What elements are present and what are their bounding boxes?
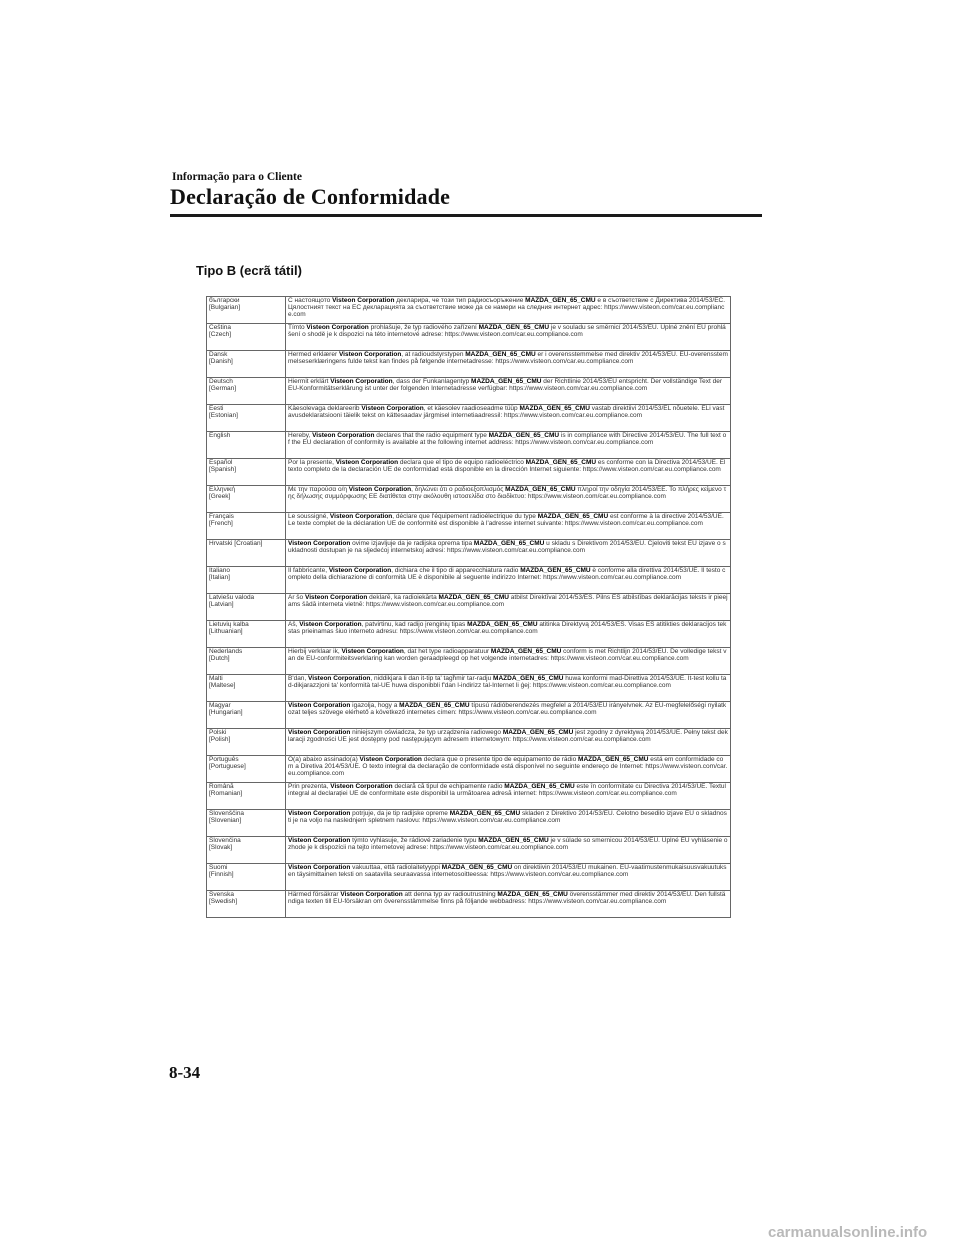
declaration-intro: B'dan, [288,675,309,682]
declaration-cell [286,621,731,648]
language-cell: Čeština [Czech] [207,324,286,351]
company-name: Visteon Corporation [329,513,393,520]
declaration-text: , dat het type radioapparatuur [403,648,491,655]
declaration-text: es conforme con la Directiva 2014/53/UE. El texto completo de la declaración UE de conformidad está disponible en la dirección Internet siguiente: https://www.visteon.com/car.eu.compliance.com [288,459,726,474]
company-name: Visteon Corporation [312,432,375,439]
company-name: Visteon Corporation [288,864,351,871]
table-row [207,459,731,486]
language-cell: Suomi [Finnish] [207,864,286,891]
model-name: MAZDA_GEN_65_CMU [399,702,470,709]
company-name: Visteon Corporation [330,783,393,790]
company-name: Visteon Corporation [288,837,351,844]
table-row [207,702,731,729]
declaration-text: deklarē, ka radioiekārta [367,594,439,601]
declaration-text: , dichiara che il tipo di apparecchiatura radio [391,567,521,574]
table-row [207,621,731,648]
model-name: MAZDA_GEN_65_CMU [438,594,509,601]
declaration-text: att denna typ av radioutrustning [402,891,498,898]
model-name: MAZDA_GEN_65_CMU [578,756,649,763]
declaration-text: , at radioudstyrstypen [401,351,466,358]
language-cell: български [Bulgarian] [207,297,286,324]
company-name: Visteon Corporation [340,891,403,898]
table-row [207,783,731,810]
declaration-text: er i overensstemmelse med direktiv 2014/53/EU. EU-overensstemmelseserklæringens fulde tekst kan findes på følgende internetadresse: https://www.visteon.com/car.eu.compliance.com [288,351,728,366]
model-name: MAZDA_GEN_65_CMU [490,648,562,655]
table-row [207,864,731,891]
declaration-text: è conforme alla direttiva 2014/53/UE. Il testo completo della dichiarazione di conformità UE è disponibile al seguente indirizzo Internet: https://www.visteon.com/car.eu.compliance.com [288,567,726,582]
company-name: Visteon Corporation [341,648,404,655]
declaration-text: , déclare que l'équipement radioélectrique du type [392,513,538,520]
declaration-text: atitinka Direktyvą 2014/53/ES. Visas ES atitikties deklaracijos tekstas prieinamas šiuo interneto adresu: https://www.visteon.com/car.eu.compliance.com [288,621,727,636]
watermark[interactable]: carmanualsonline.info [768,1224,928,1241]
declaration-cell [286,864,731,891]
declaration-text: huwa konformi mad-Direttiva 2014/53/UE. It-test kollu tad-dikjarazzjoni ta' konformità tal-UE huwa disponibbli f'dan l-indirizz tal-Internet li ġej: https://www.visteon.com/car.eu.compliance.com [288,675,727,690]
declaration-cell [286,702,731,729]
language-cell: Slovenščina [Slovenian] [207,810,286,837]
table-row [207,729,731,756]
model-name: MAZDA_GEN_65_CMU [505,486,576,493]
company-name: Visteon Corporation [332,297,395,304]
company-name: Visteon Corporation [288,729,351,736]
table-row [207,432,731,459]
declaration-intro: Il fabbricante, [288,567,329,574]
model-name: MAZDA_GEN_65_CMU [478,837,549,844]
language-cell: Polski [Polish] [207,729,286,756]
declaration-text: skladen z Direktivo 2014/53/EU. Celotno besedilo izjave EU o skladnosti je na voljo na naslednjem spletnem naslovu: https://www.visteon.com/car.eu.compliance.com [288,810,727,825]
language-cell: Español [Spanish] [207,459,286,486]
declaration-intro: Härmed försäkrar [288,891,341,898]
company-name: Visteon Corporation [328,567,392,574]
declaration-cell [286,486,731,513]
declaration-text: je v souladu se směrnicí 2014/53/EU. Úplné znění EU prohlášení o shodě je k dispozici na této internetové adrese: https://www.visteon.com/car.eu.compliance.com [288,324,726,339]
declaration-intro: Le soussigné, [288,513,330,520]
company-name: Visteon Corporation [361,405,424,412]
model-name: MAZDA_GEN_65_CMU [488,432,560,439]
declaration-intro: Ar šo [288,594,305,601]
model-name: MAZDA_GEN_65_CMU [525,297,596,304]
table-row [207,540,731,567]
model-name: MAZDA_GEN_65_CMU [537,513,609,520]
language-cell: Malti [Maltese] [207,675,286,702]
declaration-text: декларира, че този тип радиосъоръжение [394,297,526,304]
model-name: MAZDA_GEN_65_CMU [493,675,564,682]
table-row [207,756,731,783]
declaration-cell [286,459,731,486]
company-name: Visteon Corporation [288,810,351,817]
declaration-text: potrjuje, da je tip radijske opreme [350,810,450,817]
table-row [207,675,731,702]
declaration-cell [286,594,731,621]
declaration-text: este în conformitate cu Directiva 2014/53/UE. Textul integral al declarației UE de conformitate este disponibil la următoarea adresă internet: https://www.visteon.com/car.eu.compliance.com [288,783,726,798]
company-name: Visteon Corporation [306,324,369,331]
company-name: Visteon Corporation [308,675,371,682]
declaration-cell [286,729,731,756]
table-row [207,837,731,864]
model-name: MAZDA_GEN_65_CMU [504,783,575,790]
language-cell: Română [Romanian] [207,783,286,810]
declaration-cell [286,837,731,864]
table-row [207,594,731,621]
language-cell: Português [Portuguese] [207,756,286,783]
declaration-text: , patvirtinu, kad radijo įrenginių tipas [361,621,468,628]
declaration-text: je v súlade so smernicou 2014/53/EÚ. Úplné EÚ vyhlásenie o zhode je k dispozícii na tejto internetovej adrese: https://www.visteon.com/car.eu.compliance.com [288,837,728,852]
company-name: Visteon Corporation [348,486,412,493]
declaration-intro: Hierbij verklaar ik, [288,648,342,655]
declaration-text: declara que o presente tipo de equipamento de rádio [421,756,579,763]
declaration-cell [286,891,731,918]
model-name: MAZDA_GEN_65_CMU [467,621,538,628]
declaration-text: överensstämmer med direktiv 2014/53/EU. Den fullständiga texten till EU-försäkran om överensstämmelse finns på följande webbadress: https://www.visteon.com/car.eu.compliance.com [288,891,726,906]
declaration-intro: Με την παρούσα ο/η [288,486,349,493]
declaration-intro: Hiermit erklärt [288,378,331,385]
declaration-text: πληροί την οδηγία 2014/53/ΕΕ. Το πλήρες κείμενο της δήλωσης συμμόρφωσης ΕΕ διατίθεται στην ακόλουθη ιστοσελίδα στο διαδίκτυο: https://www.visteon.com/car.eu.compliance.com [288,486,727,501]
declaration-cell [286,432,731,459]
language-cell: Hrvatski [Croatian] [207,540,286,567]
declaration-cell [286,783,731,810]
model-name: MAZDA_GEN_65_CMU [502,729,574,736]
language-cell: Svenska [Swedish] [207,891,286,918]
table-subtitle: Tipo B (ecrã tátil) [196,263,302,278]
table-row [207,486,731,513]
declaration-text: vakuuttaa, että radiolaitetyyppi [350,864,442,871]
declarations-body [207,297,731,918]
table-row [207,567,731,594]
declaration-text: vastab direktiivi 2014/53/EL nõuetele. ELi vastavusdeklaratsiooni täielik tekst on kättesaadav järgmisel internetiaadressil: https://www.visteon.com/car.eu.compliance.com [288,405,725,420]
declaration-cell [286,378,731,405]
language-cell: Nederlands [Dutch] [207,648,286,675]
language-cell: Latviešu valoda [Latvian] [207,594,286,621]
language-cell: Lietuvių kalba [Lithuanian] [207,621,286,648]
declaration-text: , δηλώνει ότι ο ραδιοεξοπλισμός [411,486,506,493]
declaration-text: , dass der Funkanlagentyp [392,378,472,385]
declaration-cell [286,351,731,378]
declaration-text: , et käesolev raadioseadme tüüp [423,405,520,412]
declaration-intro: Aš, [288,621,300,628]
company-name: Visteon Corporation [299,621,362,628]
declaration-text: týmto vyhlasuje, že rádiové zariadenie typu [350,837,479,844]
declaration-cell [286,675,731,702]
declaration-intro: Por la presente, [288,459,336,466]
model-name: MAZDA_GEN_65_CMU [478,324,550,331]
language-cell: Magyar [Hungarian] [207,702,286,729]
model-name: MAZDA_GEN_65_CMU [441,864,513,871]
table-row [207,648,731,675]
declaration-cell [286,513,731,540]
company-name: Visteon Corporation [338,351,402,358]
language-cell: Slovenčina [Slovak] [207,837,286,864]
model-name: MAZDA_GEN_65_CMU [449,810,521,817]
model-name: MAZDA_GEN_65_CMU [497,891,568,898]
declaration-intro: С настоящото [288,297,333,304]
model-name: MAZDA_GEN_65_CMU [471,378,542,385]
language-cell: Italiano [Italian] [207,567,286,594]
table-row [207,324,731,351]
declaration-text: atbilst Direktīvai 2014/53/ES. Pilns ES atbilstības deklarācijas teksts ir pieejams šādā interneta vietnē: https://www.visteon.com/car.eu.compliance.com [288,594,728,609]
declaration-text: u skladu s Direktivom 2014/53/EU. Cjeloviti tekst EU izjave o sukladnosti dostupan je na sljedećoj internetskoj adresi: https://www.visteon.com/car.eu.compliance.com [288,540,726,555]
table-row [207,513,731,540]
declaration-intro: Hereby, [288,432,313,439]
declaration-text: prohlašuje, že typ radiového zařízení [368,324,479,331]
declaration-cell [286,405,731,432]
declaration-text: ovime izjavljuje da je radijska oprema tipa [350,540,474,547]
declaration-text: declares that the radio equipment type [374,432,489,439]
company-name: Visteon Corporation [304,594,368,601]
declaration-cell [286,567,731,594]
declaration-text: está em conformidade com a Diretiva 2014/53/UE. O texto integral da declaração de conformidade está disponível no seguinte endereço de Internet: https://www.visteon.com/car.eu.compliance.com [288,756,728,778]
declaration-cell [286,648,731,675]
declaration-cell [286,297,731,324]
declaration-text: der Richtlinie 2014/53/EU entspricht. Der vollständige Text der EU-Konformitätserklärung ist unter der folgenden Internetadresse verfügbar: https://www.visteon.com/car.eu.compliance.com [288,378,723,393]
declaration-text: niniejszym oświadcza, że typ urządzenia radiowego [350,729,503,736]
declaration-cell [286,810,731,837]
table-row [207,351,731,378]
declaration-text: declara que el tipo de equipo radioeléctrico [398,459,526,466]
language-cell: Dansk [Danish] [207,351,286,378]
table-row [207,297,731,324]
section-label: Informação para o Cliente [172,171,302,183]
declaration-text: е в съответствие с Директива 2014/53/ЕС. Цялостният текст на ЕС декларацията за съответствие може да се намери на следния интернет адрес: https://www.visteon.com/car.eu.compliance.com [288,297,726,319]
model-name: MAZDA_GEN_65_CMU [520,567,591,574]
declarations-table [206,296,731,918]
page-number: 8-34 [169,1063,201,1082]
title-rule [170,214,762,217]
declaration-text: igazolja, hogy a [350,702,400,709]
declaration-text: típusú rádióberendezés megfelel a 2014/53/EU irányelvnek. Az EU-megfelelőségi nyilatkozat teljes szövege elérhető a következő internetes címen: https://www.visteon.com/car.eu.compliance.com [288,702,727,717]
declaration-intro: Tímto [288,324,307,331]
company-name: Visteon Corporation [335,459,399,466]
company-name: Visteon Corporation [288,540,351,547]
declaration-cell [286,540,731,567]
model-name: MAZDA_GEN_65_CMU [473,540,545,547]
declaration-intro: Prin prezenta, [288,783,331,790]
language-cell: Deutsch [German] [207,378,286,405]
table-row [207,405,731,432]
declaration-intro: Käesolevaga deklareerib [288,405,362,412]
declaration-text: on direktiivin 2014/53/EU mukainen. EU-vaatimustenmukaisuusvakuutuksen täysimittainen teksti on saatavilla seuraavassa internetosoitteessa: https://www.visteon.com/car.eu.compliance.com [288,864,727,879]
model-name: MAZDA_GEN_65_CMU [465,351,536,358]
language-cell: Français [French] [207,513,286,540]
company-name: Visteon Corporation [330,378,393,385]
table-row [207,378,731,405]
company-name: Visteon Corporation [288,702,351,709]
declaration-text: , niddikjara li dan it-tip ta' tagħmir tar-radju [370,675,494,682]
declaration-intro: Hermed erklærer [288,351,339,358]
table-row [207,891,731,918]
declaration-text: est conforme à la directive 2014/53/UE. Le texte complet de la déclaration UE de conformité est disponible à l'adresse internet suivante: https://www.visteon.com/car.eu.compliance.com [288,513,724,528]
page-title: Declaração de Conformidade [170,184,451,209]
language-cell: English [207,432,286,459]
declaration-text: conform is met Richtlijn 2014/53/EU. De volledige tekst van de EU-conformiteitsverklaring kan worden geraadpleegd op het volgende internetadres: https://www.visteon.com/car.eu.compliance.com [288,648,727,663]
declaration-text: jest zgodny z dyrektywą 2014/53/UE. Pełny tekst deklaracji zgodności UE jest dostępny pod następującym adresem internetowym: https://www.visteon.com/car.eu.compliance.com [288,729,728,744]
table-row [207,810,731,837]
company-name: Visteon Corporation [359,756,422,763]
language-cell: Eesti [Estonian] [207,405,286,432]
declaration-intro: O(a) abaixo assinado(a) [288,756,360,763]
declaration-cell [286,756,731,783]
declaration-text: declară că tipul de echipamente radio [392,783,505,790]
declaration-text: is in compliance with Directive 2014/53/EU. The full text of the EU declaration of conformity is available at the following internet address: https://www.visteon.com/car.eu.compliance.com [288,432,727,447]
model-name: MAZDA_GEN_65_CMU [519,405,590,412]
language-cell: Ελληνική [Greek] [207,486,286,513]
model-name: MAZDA_GEN_65_CMU [525,459,597,466]
declaration-cell [286,324,731,351]
